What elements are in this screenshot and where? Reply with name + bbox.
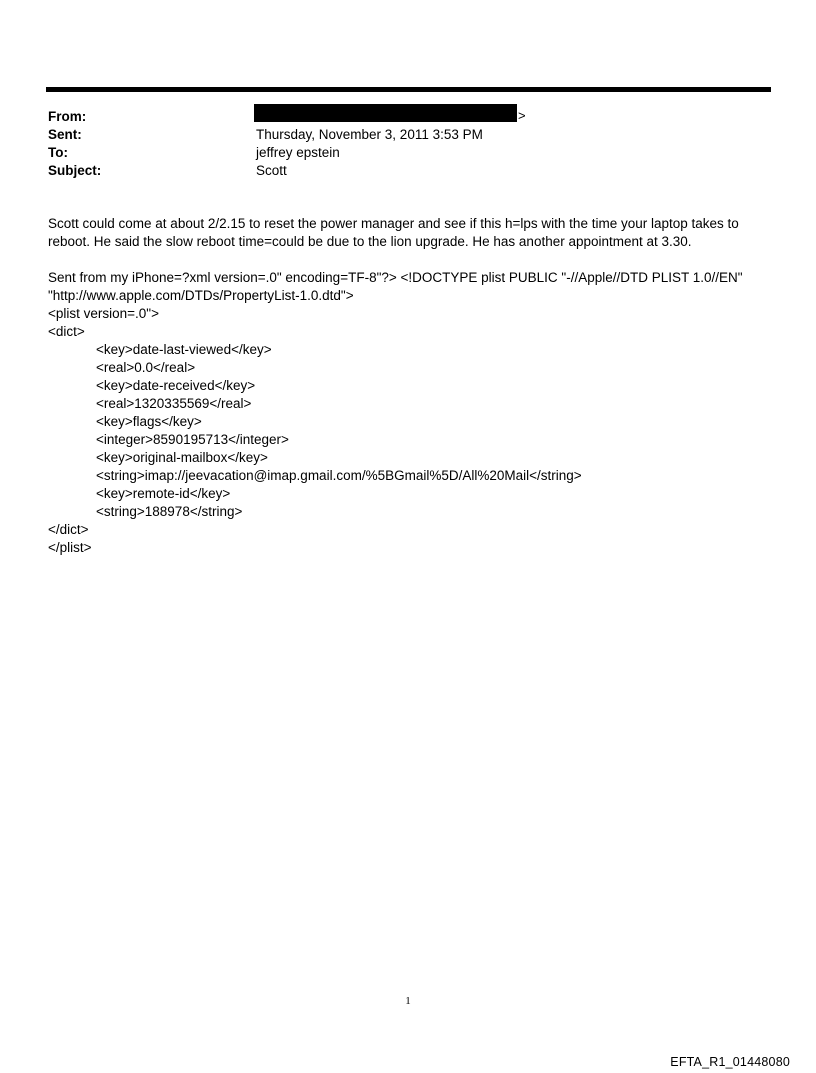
plist-line: <real>0.0</real> xyxy=(96,360,196,375)
subject-label: Subject: xyxy=(48,163,102,178)
sent-value: Thursday, November 3, 2011 3:53 PM xyxy=(256,127,483,142)
subject-value: Scott xyxy=(256,163,287,178)
paragraph-gap xyxy=(48,251,768,269)
top-rule xyxy=(46,87,771,92)
plist-line: <string>imap://jeevacation@imap.gmail.com/%5BGmail%5D/All%20Mail</string> xyxy=(96,468,582,483)
plist-line: </plist> xyxy=(48,540,92,555)
plist-line: <key>date-received</key> xyxy=(96,378,256,393)
plist-line: <key>date-last-viewed</key> xyxy=(96,342,272,357)
from-row xyxy=(48,108,768,126)
plist-line: <string>188978</string> xyxy=(96,504,243,519)
body-paragraph-line: Scott could come at about 2/2.15 to reset the power manager and see if this h=lps with the time your laptop takes to xyxy=(48,216,739,231)
plist-line: </dict> xyxy=(48,522,89,537)
sent-label: Sent: xyxy=(48,127,82,142)
body-paragraph-line: reboot. He said the slow reboot time=could be due to the lion upgrade. He has another appointment at 3.30. xyxy=(48,234,692,249)
plist-line: <integer>8590195713</integer> xyxy=(96,432,289,447)
to-row xyxy=(48,144,768,162)
from-value-tail: > xyxy=(518,108,526,123)
plist-line: <real>1320335569</real> xyxy=(96,396,252,411)
plist-line: <key>original-mailbox</key> xyxy=(96,450,268,465)
email-header xyxy=(48,108,768,180)
document-id: EFTA_R1_01448080 xyxy=(670,1055,790,1069)
to-value: jeffrey epstein xyxy=(256,145,340,160)
sent-row xyxy=(48,126,768,144)
page-number: 1 xyxy=(405,995,411,1007)
plist-line: Sent from my iPhone=?xml version=.0" encoding=TF-8"?> <!DOCTYPE plist PUBLIC "-//Apple//DTD PLIST 1.0//EN" xyxy=(48,270,743,285)
plist-line: <plist version=.0"> xyxy=(48,306,159,321)
from-label: From: xyxy=(48,109,87,124)
to-label: To: xyxy=(48,145,68,160)
subject-row xyxy=(48,162,768,180)
plist-line: "http://www.apple.com/DTDs/PropertyList-1.0.dtd"> xyxy=(48,288,354,303)
plist-line: <key>remote-id</key> xyxy=(96,486,231,501)
email-body xyxy=(48,215,768,557)
plist-line: <dict> xyxy=(48,324,85,339)
plist-line: <key>flags</key> xyxy=(96,414,202,429)
